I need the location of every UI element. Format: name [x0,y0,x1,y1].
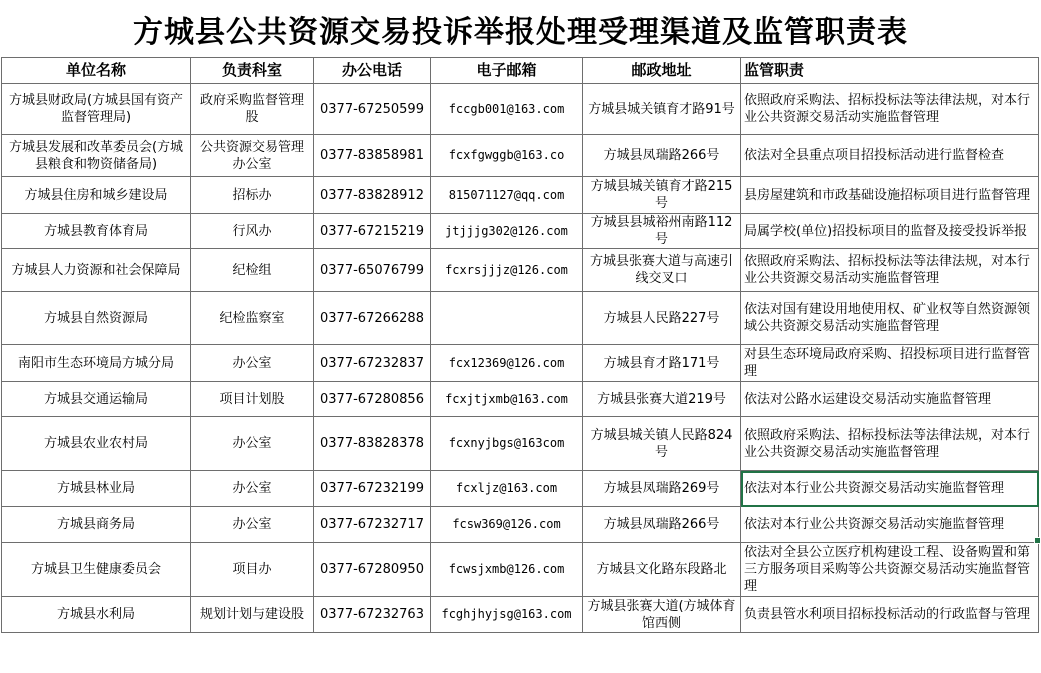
email-cell[interactable]: fcghjhyjsg@163.com [431,597,583,633]
supervision-table [1,57,1039,633]
table-row [2,84,1039,135]
unit-cell[interactable]: 方城县林业局 [2,471,191,507]
table-body [2,84,1039,633]
address-cell[interactable]: 方城县凤瑞路266号 [583,507,741,543]
unit-cell[interactable]: 方城县水利局 [2,597,191,633]
phone-cell[interactable]: 0377-67250599 [314,84,431,135]
duty-cell[interactable]: 依法对全县公立医疗机构建设工程、设备购置和第三方服务项目采购等公共资源交易活动实施监督管理 [741,543,1039,597]
header-phone[interactable]: 办公电话 [314,58,431,84]
address-cell[interactable]: 方城县文化路东段路北 [583,543,741,597]
address-cell[interactable]: 方城县城关镇育才路215 号 [583,177,741,214]
header-dept[interactable]: 负责科室 [191,58,314,84]
phone-cell[interactable]: 0377-67232837 [314,345,431,382]
phone-cell[interactable]: 0377-67266288 [314,292,431,345]
duty-cell[interactable]: 依法对全县重点项目招投标活动进行监督检查 [741,135,1039,177]
table-row [2,345,1039,382]
address-cell[interactable]: 方城县凤瑞路266号 [583,135,741,177]
duty-cell[interactable]: 负责县管水利项目招标投标活动的行政监督与管理 [741,597,1039,633]
address-cell[interactable]: 方城县城关镇人民路824号 [583,417,741,471]
table-row [2,471,1039,507]
header-email[interactable]: 电子邮箱 [431,58,583,84]
table-row [2,507,1039,543]
phone-cell[interactable]: 0377-67232717 [314,507,431,543]
dept-cell[interactable]: 项目计划股 [191,382,314,417]
phone-cell[interactable]: 0377-67232199 [314,471,431,507]
duty-cell[interactable]: 依法对本行业公共资源交易活动实施监督管理 [741,471,1039,507]
duty-cell[interactable]: 依照政府采购法、招标投标法等法律法规，对本行业公共资源交易活动实施监督管理 [741,84,1039,135]
phone-cell[interactable]: 0377-65076799 [314,249,431,292]
address-cell[interactable]: 方城县张赛大道与高速引线交叉口 [583,249,741,292]
unit-cell[interactable]: 方城县卫生健康委员会 [2,543,191,597]
dept-cell[interactable]: 招标办 [191,177,314,214]
dept-cell[interactable]: 政府采购监督管理股 [191,84,314,135]
table-row [2,417,1039,471]
page-title: 方城县公共资源交易投诉举报处理受理渠道及监管职责表 [133,14,908,50]
phone-cell[interactable]: 0377-67280950 [314,543,431,597]
header-address[interactable]: 邮政地址 [583,58,741,84]
unit-cell[interactable]: 方城县教育体育局 [2,214,191,249]
email-cell[interactable] [431,292,583,345]
email-cell[interactable]: fcxrsjjjz@126.com [431,249,583,292]
dept-cell[interactable]: 纪检监察室 [191,292,314,345]
email-cell[interactable]: fcxnyjbgs@163com [431,417,583,471]
unit-cell[interactable]: 方城县人力资源和社会保障局 [2,249,191,292]
table-row [2,177,1039,214]
dept-cell[interactable]: 办公室 [191,507,314,543]
duty-cell[interactable]: 对县生态环境局政府采购、招投标项目进行监督管理 [741,345,1039,382]
email-cell[interactable]: fcxjtjxmb@163.com [431,382,583,417]
unit-cell[interactable]: 方城县财政局(方城县国有资产监督管理局) [2,84,191,135]
address-cell[interactable]: 方城县育才路171号 [583,345,741,382]
phone-cell[interactable]: 0377-83828912 [314,177,431,214]
duty-cell[interactable]: 县房屋建筑和市政基础设施招标项目进行监督管理 [741,177,1039,214]
email-cell[interactable]: fcxfgwggb@163.co [431,135,583,177]
email-cell[interactable]: fcsw369@126.com [431,507,583,543]
dept-cell[interactable]: 公共资源交易管理办公室 [191,135,314,177]
address-cell[interactable]: 方城县张赛大道(方城体育馆西侧 [583,597,741,633]
unit-cell[interactable]: 方城县农业农村局 [2,417,191,471]
phone-cell[interactable]: 0377-67232763 [314,597,431,633]
table-row [2,135,1039,177]
unit-cell[interactable]: 方城县自然资源局 [2,292,191,345]
table-row [2,543,1039,597]
unit-cell[interactable]: 方城县交通运输局 [2,382,191,417]
duty-cell[interactable]: 依照政府采购法、招标投标法等法律法规，对本行业公共资源交易活动实施监督管理 [741,417,1039,471]
dept-cell[interactable]: 办公室 [191,417,314,471]
address-cell[interactable]: 方城县张赛大道219号 [583,382,741,417]
unit-cell[interactable]: 南阳市生态环境局方城分局 [2,345,191,382]
unit-cell[interactable]: 方城县住房和城乡建设局 [2,177,191,214]
address-cell[interactable]: 方城县凤瑞路269号 [583,471,741,507]
duty-cell[interactable]: 依法对公路水运建设交易活动实施监督管理 [741,382,1039,417]
email-cell[interactable]: fccgb001@163.com [431,84,583,135]
address-cell[interactable]: 方城县城关镇育才路91号 [583,84,741,135]
phone-cell[interactable]: 0377-67280856 [314,382,431,417]
header-unit[interactable]: 单位名称 [2,58,191,84]
email-cell[interactable]: fcx12369@126.com [431,345,583,382]
table-row [2,214,1039,249]
address-cell[interactable]: 方城县县城裕州南路112 号 [583,214,741,249]
table-row [2,597,1039,633]
fill-handle[interactable] [1034,537,1041,544]
address-cell[interactable]: 方城县人民路227号 [583,292,741,345]
phone-cell[interactable]: 0377-83828378 [314,417,431,471]
dept-cell[interactable]: 办公室 [191,345,314,382]
email-cell[interactable]: fcxljz@163.com [431,471,583,507]
table-row [2,292,1039,345]
email-cell[interactable]: jtjjjg302@126.com [431,214,583,249]
duty-cell[interactable]: 依照政府采购法、招标投标法等法律法规，对本行业公共资源交易活动实施监督管理 [741,249,1039,292]
dept-cell[interactable]: 纪检组 [191,249,314,292]
email-cell[interactable]: 815071127@qq.com [431,177,583,214]
phone-cell[interactable]: 0377-67215219 [314,214,431,249]
dept-cell[interactable]: 规划计划与建设股 [191,597,314,633]
dept-cell[interactable]: 项目办 [191,543,314,597]
duty-cell[interactable]: 依法对本行业公共资源交易活动实施监督管理 [741,507,1039,543]
phone-cell[interactable]: 0377-83858981 [314,135,431,177]
unit-cell[interactable]: 方城县发展和改革委员会(方城县粮食和物资储备局) [2,135,191,177]
duty-cell[interactable]: 局属学校(单位)招投标项目的监督及接受投诉举报 [741,214,1039,249]
email-cell[interactable]: fcwsjxmb@126.com [431,543,583,597]
table-row [2,249,1039,292]
dept-cell[interactable]: 办公室 [191,471,314,507]
dept-cell[interactable]: 行风办 [191,214,314,249]
header-row [2,58,1039,84]
table-row [2,382,1039,417]
unit-cell[interactable]: 方城县商务局 [2,507,191,543]
header-duty[interactable]: 监管职责 [741,58,1039,84]
duty-cell[interactable]: 依法对国有建设用地使用权、矿业权等自然资源领域公共资源交易活动实施监督管理 [741,292,1039,345]
